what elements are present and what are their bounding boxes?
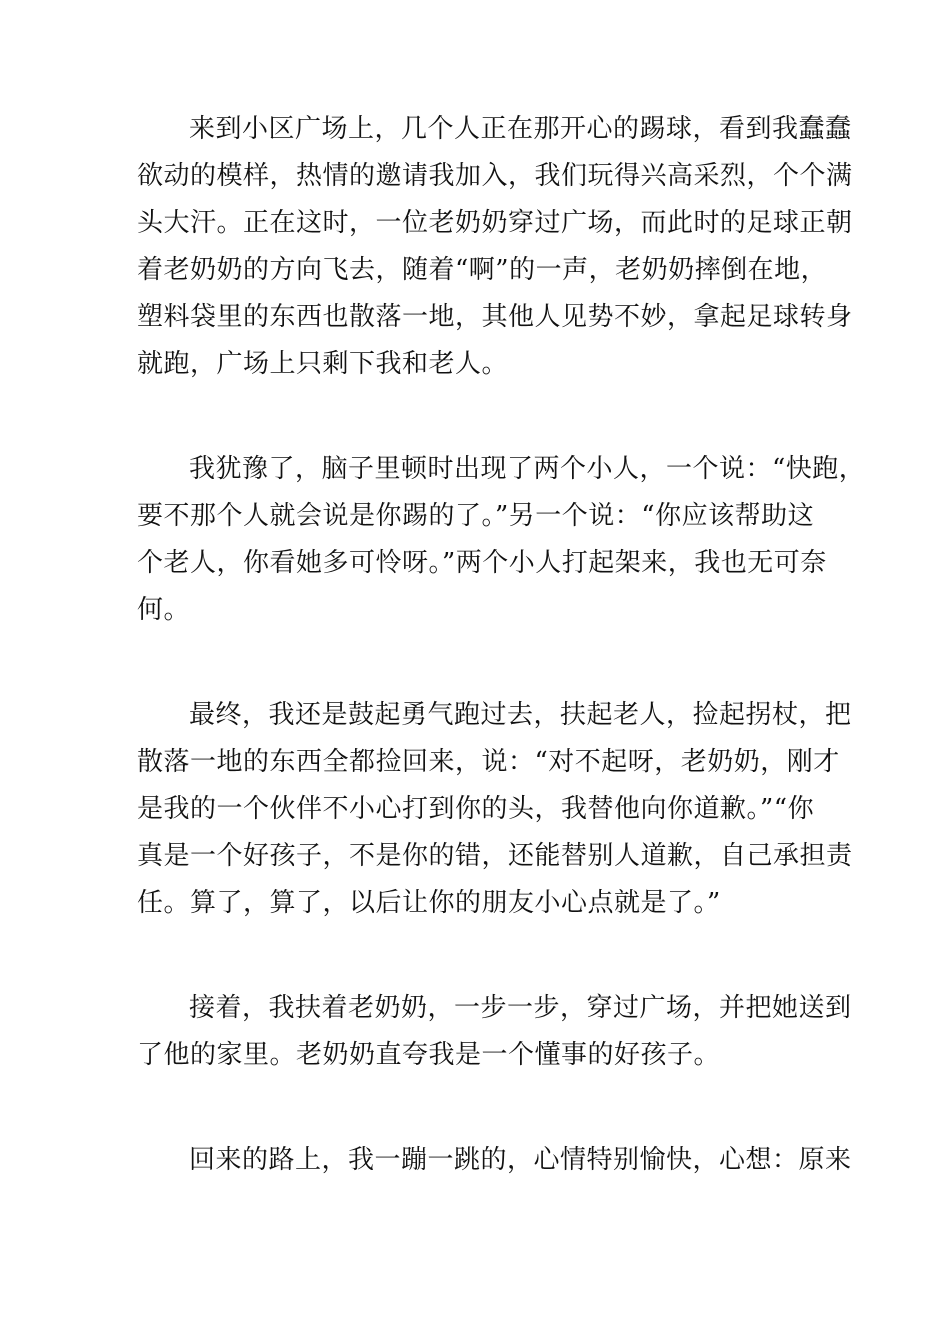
paragraph-5	[137, 1137, 852, 1184]
paragraph-1	[137, 106, 853, 388]
paragraph-4	[137, 985, 852, 1079]
paragraph-line: 就跑，广场上只剩下我和老人。	[137, 349, 509, 379]
paragraph-line: 最终，我还是鼓起勇气跑过去，扶起老人，捡起拐杖，把	[189, 700, 852, 730]
paragraph-spacer	[137, 634, 827, 692]
paragraph-line: 要不那个人就会说是你踢的了。”另一个说：“你应该帮助这	[137, 501, 815, 531]
paragraph-line: 头大汗。正在这时，一位老奶奶穿过广场，而此时的足球正朝	[137, 208, 853, 238]
paragraph-line: 个老人，你看她多可怜呀。”两个小人打起架来，我也无可奈	[137, 548, 827, 578]
paragraph-line: 接着，我扶着老奶奶，一步一步，穿过广场，并把她送到	[189, 993, 852, 1023]
paragraph-3	[137, 692, 853, 927]
paragraph-line: 着老奶奶的方向飞去，随着“啊”的一声，老奶奶摔倒在地，	[137, 255, 828, 285]
paragraph-line: 是我的一个伙伴不小心打到你的头，我替他向你道歉。”“你	[137, 794, 815, 824]
paragraph-line: 回来的路上，我一蹦一跳的，心情特别愉快，心想：原来	[189, 1145, 852, 1175]
paragraph-line: 我犹豫了，脑子里顿时出现了两个小人，一个说：“快跑，	[189, 454, 866, 484]
paragraph-line: 塑料袋里的东西也散落一地，其他人见势不妙，拿起足球转身	[137, 302, 853, 332]
paragraph-line: 欲动的模样，热情的邀请我加入，我们玩得兴高采烈，个个满	[137, 161, 853, 191]
paragraph-line: 真是一个好孩子，不是你的错，还能替别人道歉，自己承担责	[137, 841, 853, 871]
paragraph-line: 任。算了，算了，以后让你的朋友小心点就是了。”	[137, 888, 721, 918]
paragraph-2	[137, 446, 866, 634]
paragraph-line: 何。	[137, 595, 191, 625]
paragraph-spacer	[137, 388, 827, 446]
paragraph-line: 了他的家里。老奶奶直夸我是一个懂事的好孩子。	[137, 1040, 721, 1070]
paragraph-spacer	[137, 1079, 827, 1137]
essay-body	[137, 106, 866, 1184]
paragraph-line: 来到小区广场上，几个人正在那开心的踢球，看到我蠢蠢	[189, 114, 852, 144]
paragraph-spacer	[137, 927, 827, 985]
paragraph-line: 散落一地的东西全都捡回来，说：“对不起呀，老奶奶，刚才	[137, 747, 840, 777]
